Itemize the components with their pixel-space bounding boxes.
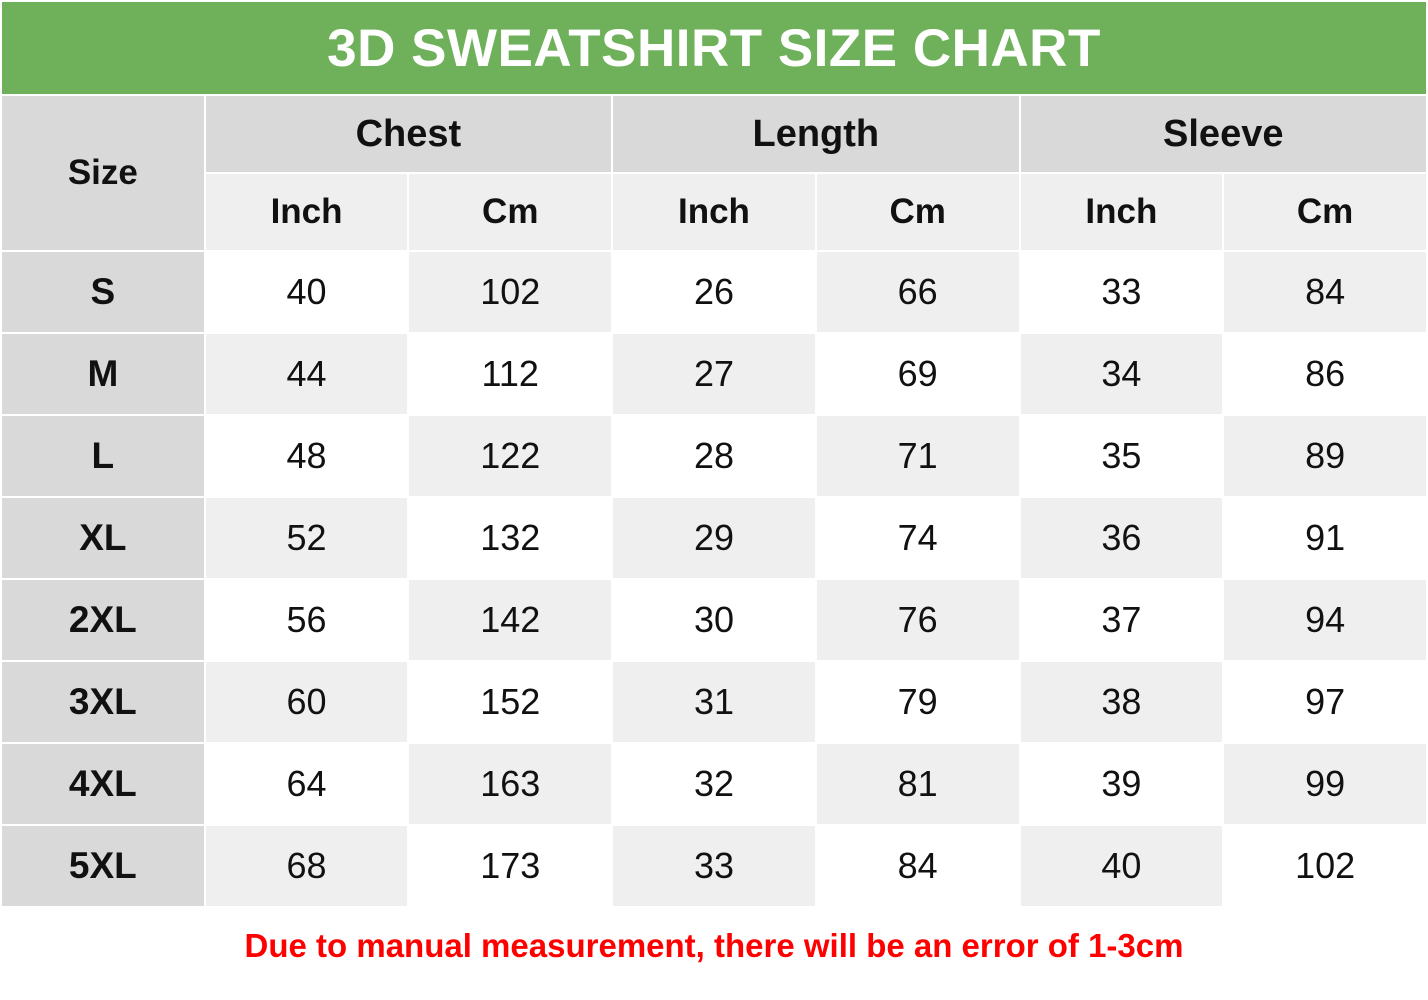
cell-5xl-length-inch: 33: [612, 825, 816, 907]
cell-m-chest-inch: 44: [205, 333, 409, 415]
cell-5xl-sleeve-inch: 40: [1020, 825, 1224, 907]
cell-xl-length-inch: 29: [612, 497, 816, 579]
cell-4xl-sleeve-cm: 99: [1223, 743, 1427, 825]
table-row: [1, 497, 1427, 579]
cell-xl-sleeve-inch: 36: [1020, 497, 1224, 579]
cell-2xl-sleeve-cm: 94: [1223, 579, 1427, 661]
cell-2xl-chest-inch: 56: [205, 579, 409, 661]
cell-5xl-length-cm: 84: [816, 825, 1020, 907]
footer-segment-length-cm: [825, 986, 1030, 1000]
cell-xl-chest-inch: 52: [205, 497, 409, 579]
row-label-m: M: [1, 333, 205, 415]
row-label-xl: XL: [1, 497, 205, 579]
cell-s-chest-cm: 102: [408, 251, 612, 333]
cell-5xl-chest-inch: 68: [205, 825, 409, 907]
cell-4xl-chest-inch: 64: [205, 743, 409, 825]
cell-m-sleeve-inch: 34: [1020, 333, 1224, 415]
cell-m-sleeve-cm: 86: [1223, 333, 1427, 415]
cell-s-length-cm: 66: [816, 251, 1020, 333]
cell-l-sleeve-cm: 89: [1223, 415, 1427, 497]
cell-s-length-inch: 26: [612, 251, 816, 333]
column-group-length: Length: [612, 95, 1019, 173]
cell-3xl-length-cm: 79: [816, 661, 1020, 743]
table-row: [1, 251, 1427, 333]
cell-3xl-chest-inch: 60: [205, 661, 409, 743]
table-row: [1, 333, 1427, 415]
cell-s-sleeve-cm: 84: [1223, 251, 1427, 333]
row-label-2xl: 2XL: [1, 579, 205, 661]
footer-segment-sleeve-inch: [1030, 986, 1235, 1000]
table-row: [1, 415, 1427, 497]
measurement-note: Due to manual measurement, there will be an error of 1-3cm: [1, 907, 1427, 985]
row-label-5xl: 5XL: [1, 825, 205, 907]
cell-xl-length-cm: 74: [816, 497, 1020, 579]
cell-4xl-length-cm: 81: [816, 743, 1020, 825]
column-header-sleeve-cm: Cm: [1223, 173, 1427, 251]
cell-l-length-inch: 28: [612, 415, 816, 497]
cell-m-length-cm: 69: [816, 333, 1020, 415]
cell-4xl-length-inch: 32: [612, 743, 816, 825]
row-label-4xl: 4XL: [1, 743, 205, 825]
cell-3xl-sleeve-inch: 38: [1020, 661, 1224, 743]
cell-2xl-sleeve-inch: 37: [1020, 579, 1224, 661]
footer-segment-chest-cm: [414, 986, 620, 1000]
title-row: [1, 1, 1427, 95]
cell-m-chest-cm: 112: [408, 333, 612, 415]
cell-4xl-sleeve-inch: 39: [1020, 743, 1224, 825]
column-header-size: Size: [1, 95, 205, 251]
table-row: [1, 825, 1427, 907]
unit-header-row: [1, 173, 1427, 251]
cell-s-chest-inch: 40: [205, 251, 409, 333]
note-row: [1, 907, 1427, 985]
footer-segment-length-inch: [620, 986, 825, 1000]
cell-xl-chest-cm: 132: [408, 497, 612, 579]
cell-2xl-length-cm: 76: [816, 579, 1020, 661]
cell-s-sleeve-inch: 33: [1020, 251, 1224, 333]
column-header-chest-cm: Cm: [408, 173, 612, 251]
row-label-s: S: [1, 251, 205, 333]
cell-l-chest-inch: 48: [205, 415, 409, 497]
row-label-3xl: 3XL: [1, 661, 205, 743]
column-header-sleeve-inch: Inch: [1020, 173, 1224, 251]
cell-3xl-sleeve-cm: 97: [1223, 661, 1427, 743]
page-title: 3D SWEATSHIRT SIZE CHART: [1, 1, 1427, 95]
column-group-sleeve: Sleeve: [1020, 95, 1427, 173]
footer-segment-size: [0, 986, 208, 1000]
cell-xl-sleeve-cm: 91: [1223, 497, 1427, 579]
column-header-length-cm: Cm: [816, 173, 1020, 251]
cell-3xl-chest-cm: 152: [408, 661, 612, 743]
footer-segment-chest-inch: [208, 986, 414, 1000]
column-group-chest: Chest: [205, 95, 612, 173]
cell-2xl-chest-cm: 142: [408, 579, 612, 661]
row-label-l: L: [1, 415, 205, 497]
footer-segment-sleeve-cm: [1235, 986, 1428, 1000]
cell-2xl-length-inch: 30: [612, 579, 816, 661]
cell-3xl-length-inch: 31: [612, 661, 816, 743]
column-header-length-inch: Inch: [612, 173, 816, 251]
table-row: [1, 579, 1427, 661]
cell-m-length-inch: 27: [612, 333, 816, 415]
group-header-row: [1, 95, 1427, 173]
column-header-chest-inch: Inch: [205, 173, 409, 251]
cell-l-sleeve-inch: 35: [1020, 415, 1224, 497]
footer-spacer: [0, 986, 1428, 1000]
cell-4xl-chest-cm: 163: [408, 743, 612, 825]
table-row: [1, 661, 1427, 743]
table-row: [1, 743, 1427, 825]
cell-5xl-sleeve-cm: 102: [1223, 825, 1427, 907]
cell-l-chest-cm: 122: [408, 415, 612, 497]
cell-5xl-chest-cm: 173: [408, 825, 612, 907]
cell-l-length-cm: 71: [816, 415, 1020, 497]
